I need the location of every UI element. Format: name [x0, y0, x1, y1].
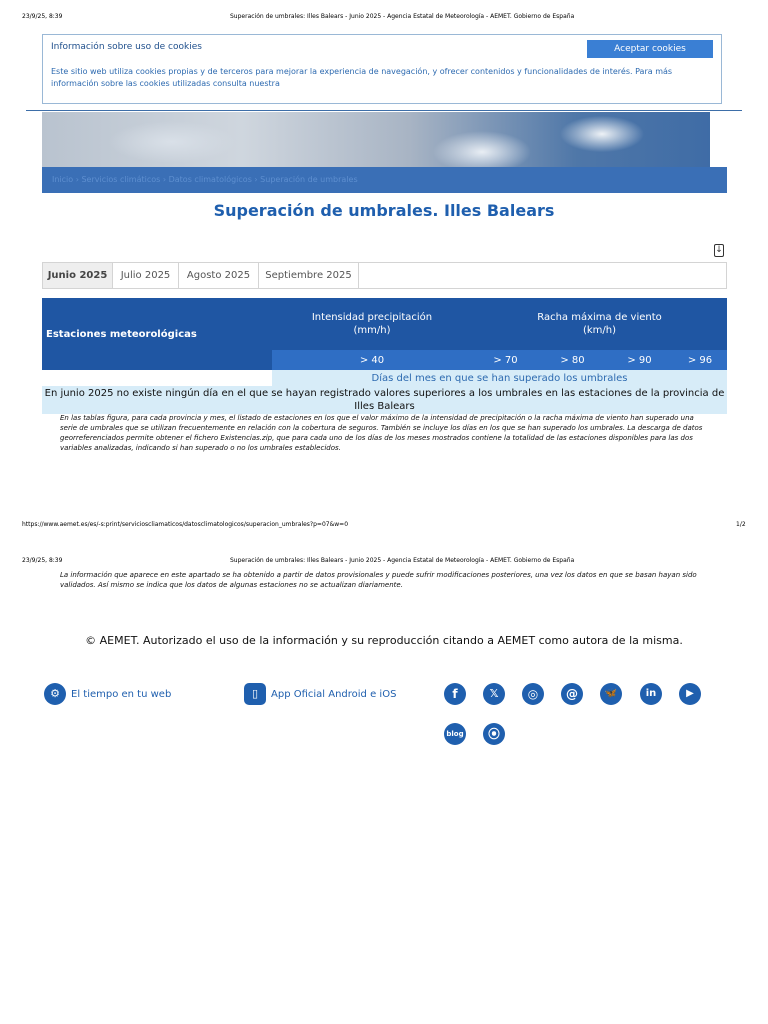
breadcrumb-home[interactable]: Inicio: [52, 175, 74, 184]
breadcrumb-climate-data[interactable]: Datos climatológicos: [168, 175, 252, 184]
cookie-title: Información sobre uso de cookies: [51, 42, 202, 52]
breadcrumb: [42, 167, 727, 193]
copyright: © AEMET. Autorizado el uso de la información y su reproducción citando a AEMET como autora de la misma.: [85, 634, 683, 647]
x-icon[interactable]: 𝕏: [483, 683, 505, 705]
accept-cookies-button[interactable]: Aceptar cookies: [587, 40, 713, 58]
wind-header: Racha máxima de viento (km/h): [472, 298, 727, 350]
widget-link[interactable]: [44, 683, 171, 705]
breadcrumb-current: Superación de umbrales: [260, 175, 358, 184]
breadcrumb-separator: ›: [162, 175, 167, 184]
thresholds-table: [42, 298, 727, 414]
blog-icon[interactable]: blog: [444, 723, 466, 745]
tab-septiembre-2025[interactable]: Septiembre 2025: [259, 263, 359, 288]
print-title: Superación de umbrales: Illes Balears - Junio 2025 - Agencia Estatal de Meteorología - AEMET. Gobierno de España: [230, 557, 575, 564]
widget-link-label: El tiempo en tu web: [71, 688, 172, 700]
month-tabs: [42, 262, 727, 289]
explanatory-notes: En las tablas figura, para cada provincia y mes, el listado de estaciones en los que el valor máximo de la intensidad de precipitación o la racha máxima de viento han superado una serie de umbrales que se utilizan frecuentemente en relación con la cobertura de seguros. También se incluye los días en los que se han superado los umbrales. La descarga de datos georreferenciados permite obtener el fichero Existencias.zip, que para cada uno de los días de los meses mostrados contiene la totalidad de las estaciones disponibles para las dos variables analizadas, indicando si han superado o no los umbrales establecidos.: [60, 414, 703, 452]
mobile-app-icon: ▯: [244, 683, 266, 705]
threshold-wind-80: > 80: [539, 350, 606, 370]
no-data-message: En junio 2025 no existe ningún día en el que se hayan registrado valores superiores a los umbrales en las estaciones de la provincia de Illes Balears: [42, 386, 727, 414]
threshold-precip-40: > 40: [272, 350, 472, 370]
provisional-data-note: La información que aparece en este apartado se ha obtenido a partir de datos provisionales y puede sufrir modificaciones posteriores, una vez los datos en que se basan hayan sido validados. Así mismo se indica que los datos de algunas estaciones no se actualizan diariamente.: [60, 571, 697, 589]
facebook-icon[interactable]: f: [444, 683, 466, 705]
days-exceeded-label: Días del mes en que se han superado los umbrales: [272, 370, 727, 386]
threshold-wind-70: > 70: [472, 350, 539, 370]
tab-julio-2025[interactable]: Julio 2025: [113, 263, 179, 288]
breadcrumb-climate-services[interactable]: Servicios climáticos: [81, 175, 161, 184]
tab-junio-2025[interactable]: Junio 2025: [43, 263, 113, 288]
header-banner-image: [42, 112, 710, 168]
precip-header: Intensidad precipitación (mm/h): [272, 298, 472, 350]
instagram-icon[interactable]: ◎: [522, 683, 544, 705]
threshold-wind-96: > 96: [673, 350, 727, 370]
rss-icon[interactable]: ⦿: [483, 723, 505, 745]
print-title: Superación de umbrales: Illes Balears - Junio 2025 - Agencia Estatal de Meteorología - AEMET. Gobierno de España: [230, 13, 575, 20]
print-datetime: 23/9/25, 8:39: [22, 13, 63, 20]
linkedin-icon[interactable]: in: [640, 683, 662, 705]
divider: [26, 110, 742, 111]
print-datetime: 23/9/25, 8:39: [22, 557, 63, 564]
breadcrumb-separator: ›: [75, 175, 79, 184]
threshold-wind-90: > 90: [606, 350, 673, 370]
widget-icon: ⚙: [44, 683, 66, 705]
cookie-notice: [42, 34, 722, 104]
stations-header: Estaciones meteorológicas: [42, 298, 272, 370]
page-title: Superación de umbrales. Illes Balears: [213, 201, 555, 220]
tab-agosto-2025[interactable]: Agosto 2025: [179, 263, 259, 288]
youtube-icon[interactable]: ▶: [679, 683, 701, 705]
breadcrumb-separator: ›: [254, 175, 258, 184]
download-icon[interactable]: ↓: [715, 245, 723, 255]
print-page-number: 1/2: [736, 521, 746, 528]
cookie-text: Este sitio web utiliza cookies propias y de terceros para mejorar la experiencia de navegación, y ofrecer contenidos y funcionalidades de interés. Para más información sobre las cookies utilizadas consulta nuestra: [51, 67, 673, 88]
print-url: https://www.aemet.es/es/-s:print/servicioscliamaticos/datosclimatologicos/superacion_umbrales?p=07&w=0: [22, 521, 349, 528]
app-link-label: App Oficial Android e iOS: [271, 688, 397, 700]
threads-icon[interactable]: @: [561, 683, 583, 705]
bluesky-icon[interactable]: 🦋: [600, 683, 622, 705]
app-link[interactable]: [244, 683, 396, 705]
